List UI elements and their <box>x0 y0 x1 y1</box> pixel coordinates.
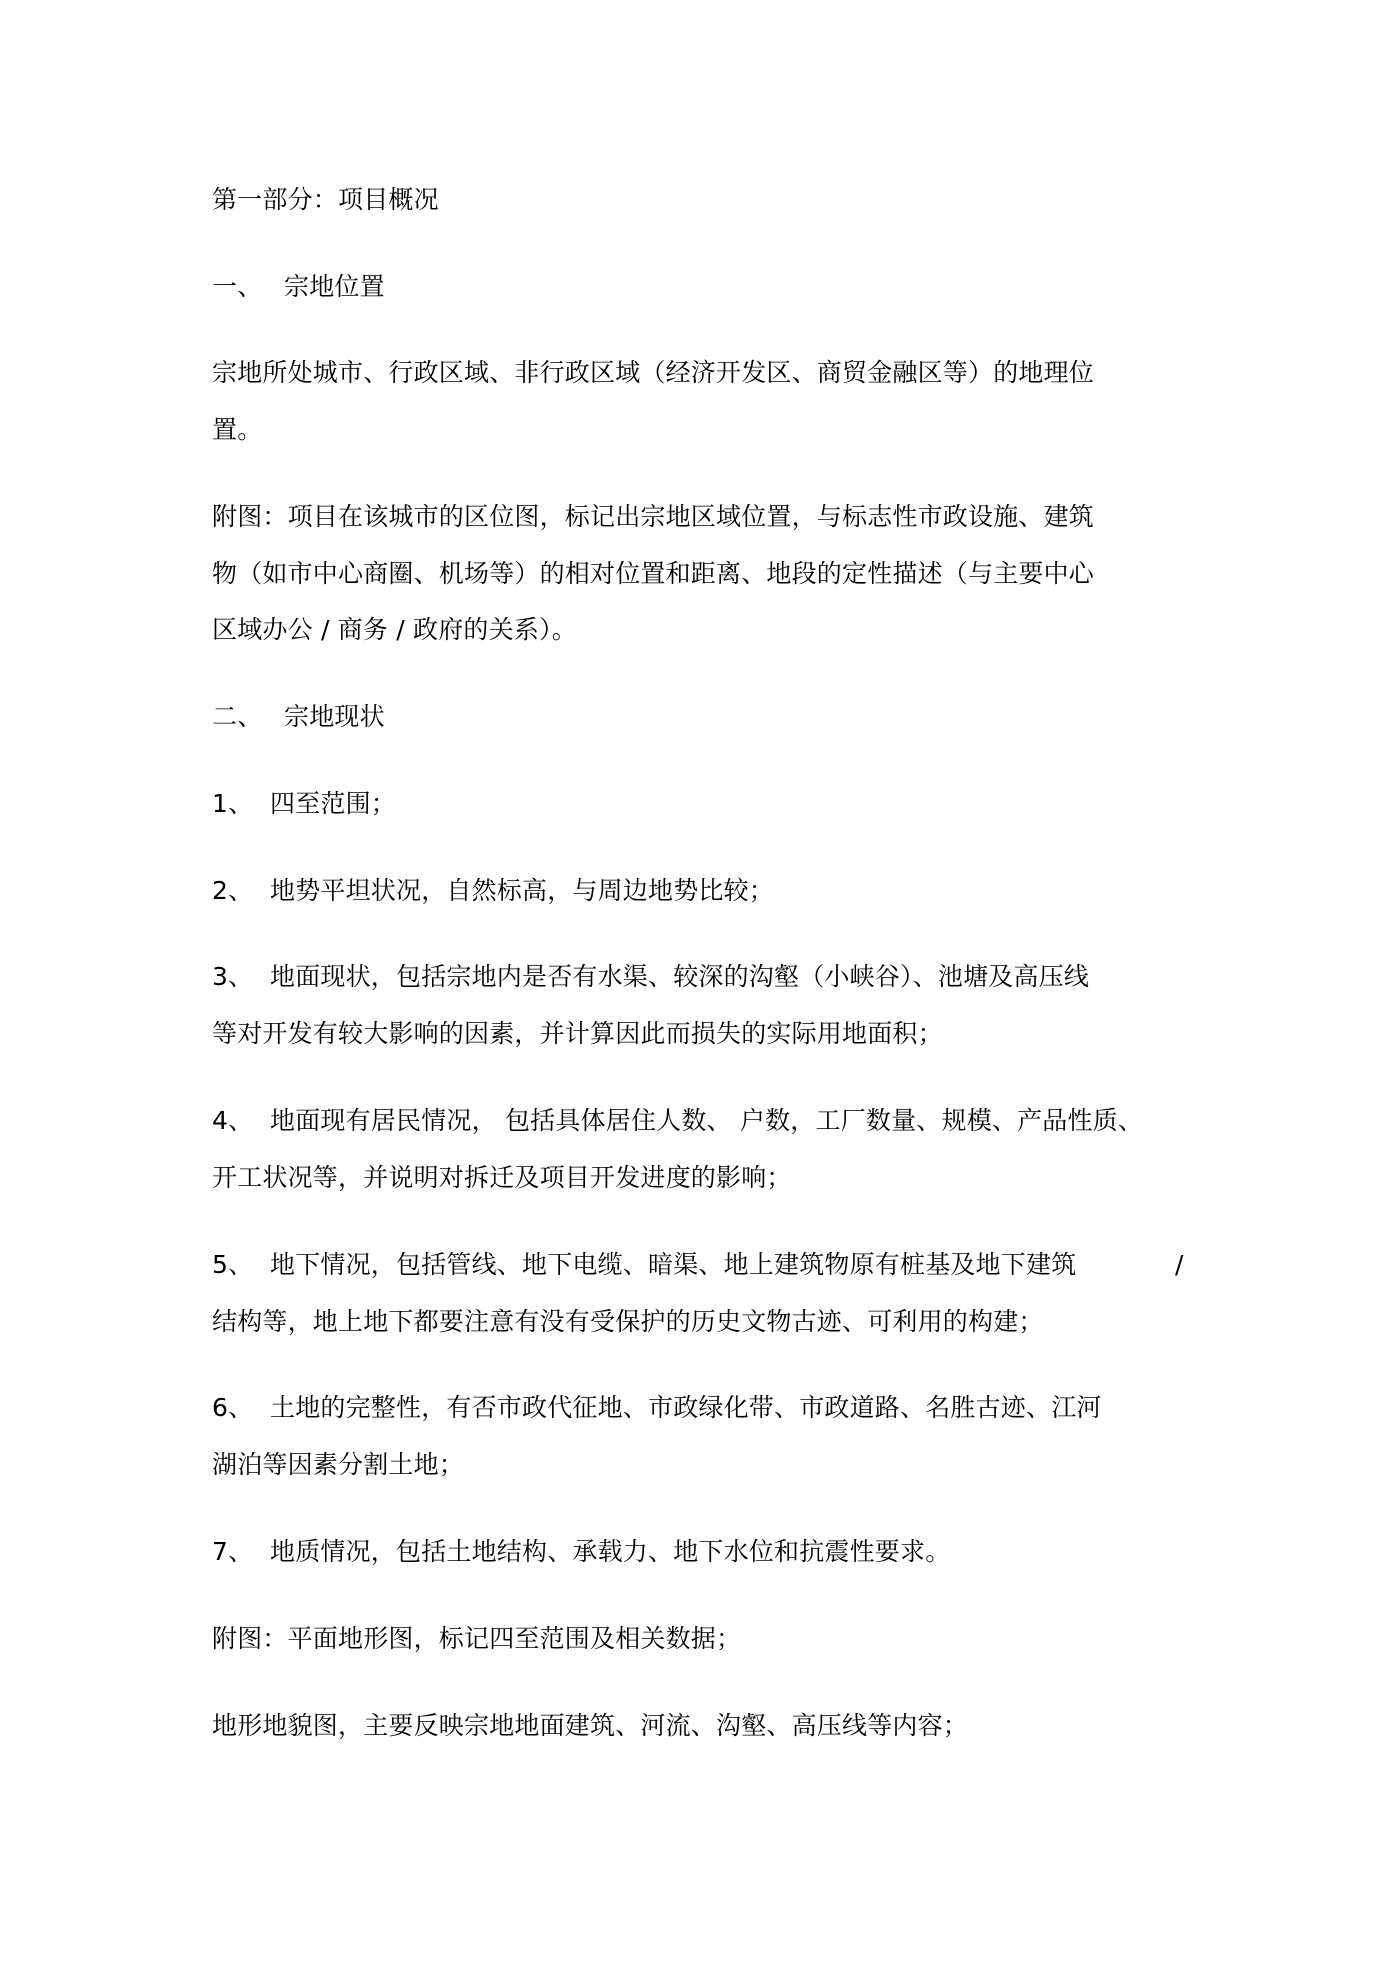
list-item-continuation: 等对开发有较大影响的因素，并计算因此而损失的实际用地面积； <box>212 1019 943 1048</box>
list-item-continuation: 湖泊等因素分割土地； <box>212 1450 465 1479</box>
paragraph-line: 附图：项目在该城市的区位图，标记出宗地区域位置，与标志性市政设施、建筑 <box>212 502 1095 531</box>
item-number: 5、 <box>212 1250 254 1279</box>
list-item <box>212 789 396 819</box>
list-item <box>212 1393 1102 1423</box>
item-text: 地质情况，包括土地结构、承载力、地下水位和抗震性要求。 <box>270 1537 951 1566</box>
item-number: 2、 <box>212 876 254 905</box>
paragraph-line: 物（如市中心商圈、机场等）的相对位置和距离、地段的定性描述（与主要中心 <box>212 559 1095 588</box>
section-heading-status <box>212 702 385 732</box>
item-text: 地势平坦状况，自然标高，与周边地势比较； <box>270 876 775 905</box>
item-number: 3、 <box>212 962 254 991</box>
section-heading-location <box>212 272 385 302</box>
section-title: 宗地位置 <box>284 272 385 301</box>
list-item <box>212 1250 1076 1280</box>
section-title: 宗地现状 <box>284 702 385 731</box>
list-item <box>212 876 774 906</box>
item-text: 土地的完整性，有否市政代征地、市政绿化带、市政道路、名胜古迹、江河 <box>270 1393 1102 1422</box>
paragraph-line: 地形地貌图，主要反映宗地地面建筑、河流、沟壑、高压线等内容； <box>212 1711 969 1740</box>
list-item-continuation: 开工状况等，并说明对拆迁及项目开发进度的影响； <box>212 1163 792 1192</box>
item-number: 1、 <box>212 789 254 818</box>
list-item <box>212 962 1089 992</box>
item-text: 地下情况，包括管线、地下电缆、暗渠、地上建筑物原有桩基及地下建筑 <box>270 1250 1077 1279</box>
item-text: 地面现有居民情况， 包括具体居住人数、 户数，工厂数量、规模、产品性质、 <box>270 1106 1144 1135</box>
item-number: 6、 <box>212 1393 254 1422</box>
item-text: 四至范围； <box>270 789 397 818</box>
paragraph-line: 附图：平面地形图，标记四至范围及相关数据； <box>212 1624 742 1653</box>
paragraph-line: 区域办公 / 商务 / 政府的关系）。 <box>212 615 577 644</box>
item-number: 4、 <box>212 1106 254 1135</box>
line-end-slash: / <box>1175 1250 1184 1279</box>
list-item <box>212 1106 1143 1136</box>
part-title: 第一部分：项目概况 <box>212 185 439 214</box>
list-item-continuation: 结构等，地上地下都要注意有没有受保护的历史文物古迹、可利用的构建； <box>212 1307 1044 1336</box>
list-item <box>212 1537 950 1567</box>
item-text: 地面现状，包括宗地内是否有水渠、较深的沟壑（小峡谷）、池塘及高压线 <box>270 962 1090 991</box>
paragraph-line: 宗地所处城市、行政区域、非行政区域（经济开发区、商贸金融区等）的地理位 <box>212 358 1095 387</box>
section-number: 一、 <box>212 272 263 301</box>
paragraph-line: 置。 <box>212 415 263 444</box>
item-number: 7、 <box>212 1537 254 1566</box>
section-number: 二、 <box>212 702 263 731</box>
